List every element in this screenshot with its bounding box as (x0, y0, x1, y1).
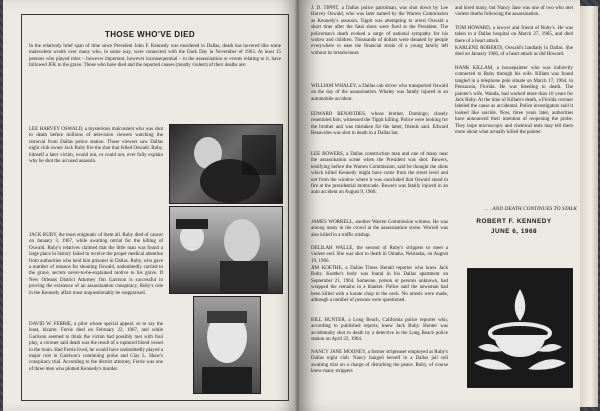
oswald-shooting-photo (169, 124, 283, 204)
benavides-paragraph: EDWARD BENAVIDES, whose brother, Domingo, closely resembled him, witnessed the Tippit killing. Police were looking for the brother and was mistaken for the latter, friends said. Edward Benavides was shot to death in a Dallas bar. (311, 112, 448, 137)
mooney-paragraph: NANCY JANE MOONEY, a former stripteaser employed at Ruby's Dallas night club. Nancy hanged herself in a Dallas jail cell awaiting trial on a charge of disturbing the peace. Ruby, of course knew many strippers (311, 350, 448, 375)
ruby-paragraph: JACK RUBY, the most enigmatic of them all. Ruby died of cancer on January 3, 1967, while awaiting retrial for the killing of Oswald. Ruby's relatives claimed that the little man was found a large place in history failed to receive the proper medical attention from authorities who held him prisoner in Dallas. Ruby, who gave a number of reasons for shooting Oswald, undoubtedly carried to the grave, secrets never-to-be-explained motive to his grave. If New Orleans District Attorney Jim Garrison is successful in proving the existence of an assassination conspiracy, Ruby's role in the Kennedy affair must unquestionably be reappraised. (29, 233, 163, 296)
rfk-date: JUNE 6, 1968 (490, 228, 538, 235)
koethe-paragraph: JIM KOETHE, a Dallas Times Herald reporter who knew Jack Ruby. Koethe's body was found in his Dallas apartment on September 21, 1964. Someone, person or persons unknown, had wrapped the remains in a blanket. Police said the newsman had been killed with a karate chop to the neck. No arrests were made, although a number of persons were questioned. (311, 266, 448, 304)
ferrie-photo (193, 296, 261, 394)
mooney-continued: and hired many, but Nancy Jane was one of two who met violent deaths following the assassination. (455, 6, 573, 18)
bowers-paragraph: LEE BOWERS, a Dallas construction man and one of many near the assassination scene when the President was shot. Bowers, testifying before the Warren Commission, said he thought the shots which killed Kennedy might have come from the street level and not from the window where it was concluded that Oswald stood to fire at the presidential motorcade. Bowers was fatally injured in an auto accident on August 9, 1966. (311, 152, 448, 196)
killam-paragraph: HANK KILLAM, a housepainter who was indirectly connected to Ruby through his wife. Killam was found tangled in a telephone pole situate on March 17, 1964, in Pensacola, Florida. He was bleeding to death. The painter's wife, Wanda, had worked more than 10 years for Jack Ruby. At the time of Killam's death, a Florida coroner labeled the cause as accidental. Police investigators said it looked like suicide. Now, three years later, authorities have announced their intention of reopening the probe. They hope microscopic and chemical tests may tell them more about what actually killed the painter. (455, 66, 573, 136)
walle-paragraph: DELILAH WALLE, the second of Ruby's strippers to meet a violent end. She was shot to death in Omaha, Nebraska, on August 19, 1966. (311, 246, 448, 264)
roberts-paragraph: KARLENE ROBERTS, Oswald's landlady in Dallas. She died on January 1966, of a heart attack as did Howard. (455, 46, 573, 58)
ruby-photo (169, 206, 283, 294)
page-title: THOSE WHO'VE DIED (104, 30, 196, 39)
ferrie-paragraph: DAVID W. FERRIE, a pilot whose special appeal, so to say the least, bizarre. Ferrie died on February 22, 1967, and while Garrison seemed to think the victim had possibly met with foul play, a coroner said death was the result of a ruptured blood vessel in the brain. Had Ferrie lived, he would have undoubtedly played a major role in Garrison's continuing probe and Clay L. Shaw's conspiracy trial. According to the district attorney, Ferrie was one of three men who plotted Kennedy's murder. (29, 322, 163, 372)
left-page (3, 0, 297, 411)
oswald-paragraph: LEE HARVEY OSWALD, a mysterious malcontent who was shot to death before millions of television viewers watching the removal from Dallas police station. Those viewers saw Dallas night club owner Jack Ruby fire the shot that felled Oswald. Ruby, himself a later victim, would not, or could not, ever fully explain why he shot the accused assassin. (29, 127, 163, 165)
eternal-flame-illustration (467, 268, 573, 388)
tippit-paragraph: J. D. TIPPIT, a Dallas police patrolman, was shot down by Lee Harvey Oswald, who was later named by the Warren Commission as Kennedy's assassin. Tippit was attempting to arrest Oswald a short time after the fatal shots were fired at the President. The policeman's death evoked a surge of national sympathy for his widow and children. Thousands of dollars were donated by people everywhere to ease the financial strain of a young family left without its breadwinner. (311, 6, 448, 56)
rfk-name: ROBERT F. KENNEDY (476, 218, 552, 225)
book-edge (580, 6, 598, 407)
worrell-paragraph: JAMES WORRELL, another Warren Commission witness. He was among many in the crowd at the assassination scene. Worrell was also killed in a traffic mishap. (311, 220, 448, 238)
sign-off-line: . . . AND DEATH CONTINUES TO STALK (484, 206, 577, 212)
right-page (299, 0, 580, 411)
intro-paragraph: In the relatively brief span of time since President John F. Kennedy was murdered in Dallas, death has hovered like some malevolent wraith over many who, in some way, were connected with the Dark Day in November of 1963. At least 15 persons who played roles – however important, however inconsequential – in the assassination or events relating to it, have followed JFK to the grave. Those who have died and the reported causes (mostly violent) of their deaths are: (29, 44, 281, 69)
whaley-paragraph: WILLIAM WHALEY, a Dallas cab driver who transported Oswald on the day of the assassination. Whaley was fatally injured in an automobile accident. (311, 84, 448, 102)
hunter-paragraph: BILL HUNTER, a Long Beach, California police reporter who, according to published reports, knew Jack Ruby. Hunter was accidentally shot to death by a detective in the Long Beach police station on April 23, 1964. (311, 318, 448, 343)
howard-paragraph: TOM HOWARD, a lawyer and friend of Ruby's. He was taken to a Dallas hospital on March 27, 1965, and died there of a heart attack. (455, 26, 573, 44)
